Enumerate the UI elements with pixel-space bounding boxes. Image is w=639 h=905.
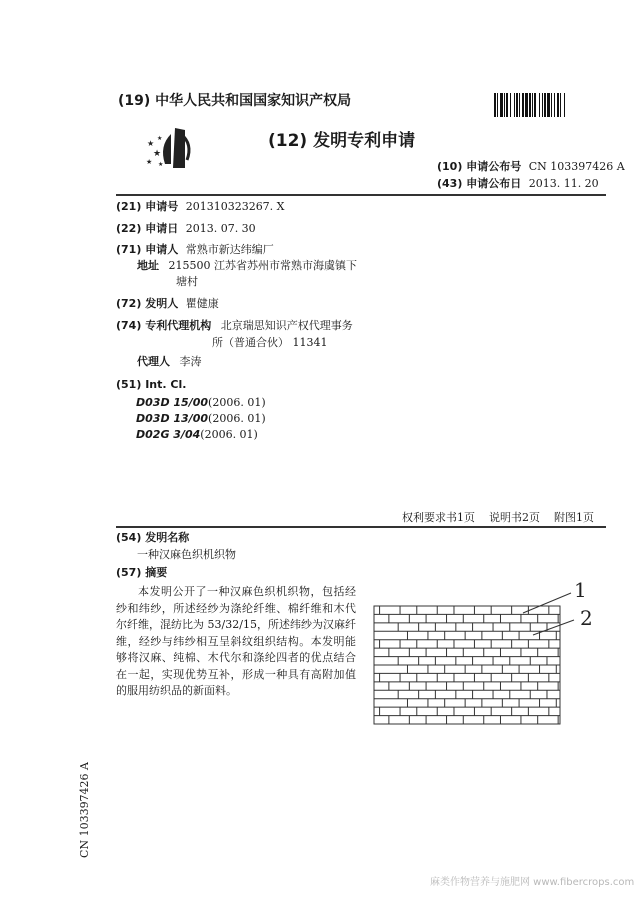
intcl-item: D03D 13/00(2006. 01) [136,412,266,425]
abstract-text: 本发明公开了一种汉麻色织机织物，包括经纱和纬纱，所述经纱为涤纶纤维、棉纤维和木代尔纤维，混纺比为 53/32/15，所述纬纱为汉麻纤维，经纱与纬纱相互呈斜纹组织结构。本发明能够将汉麻、纯棉、木代尔和涤纶四者的优点结合在一起，实现优势互补，形成一种具有高附加值的服用纺织品的新面料。 [116,585,356,697]
figure-label-2: 2 [580,606,593,630]
invention-title: 一种汉麻色织机织物 [137,548,236,561]
title-label: (54) 发明名称 [116,531,190,544]
figure-label-1: 1 [574,578,587,602]
svg-text:★: ★ [147,139,155,148]
applicant-row: (71) 申请人 常熟市新达纬编厂 [116,243,274,256]
svg-text:★: ★ [158,161,164,168]
inventor: 瞿健康 [185,297,219,310]
twill-weave-figure [368,570,600,730]
intcl-item: D02G 3/04(2006. 01) [136,428,258,441]
address-row: 地址 215500 江苏省苏州市常熟市海虞镇下 [137,259,357,272]
intcl-label: (51) Int. Cl. [116,378,187,391]
watermark: 麻类作物营养与施肥网 www.fibercrops.com [430,877,635,888]
agent-row: 代理人 李涛 [137,355,202,368]
side-publication-number: CN 103397426 A [78,762,91,858]
address-line-2: 塘村 [176,275,198,288]
applicant: 常熟市新达纬编厂 [185,243,274,256]
svg-text:★: ★ [153,149,162,159]
inventor-row: (72) 发明人 瞿健康 [116,297,219,310]
publication-date: 2013. 11. 20 [528,177,599,190]
agency-line-1: 北京瑞思知识产权代理事务 [220,319,353,332]
agency-row: (74) 专利代理机构 北京瑞思知识产权代理事务 [116,319,353,332]
abstract-label: (57) 摘要 [116,566,168,579]
barcode-icon [494,93,604,117]
svg-text:★: ★ [146,158,153,166]
application-number-row: (21) 申请号 201310323267. X [116,200,285,213]
agency-line-2: 所（普通合伙） 11341 [212,336,328,349]
filing-date: 2013. 07. 30 [185,222,256,235]
cnipa-logo-icon [145,124,199,172]
header-divider [116,194,606,196]
document-type: (12) 发明专利申请 [268,131,416,151]
publication-number: CN 103397426 A [528,160,625,173]
office-name: (19) 中华人民共和国国家知识产权局 [118,93,352,109]
page-counts: 权利要求书1页 说明书2页 附图1页 [402,511,594,524]
application-number: 201310323267. X [185,200,285,213]
agent: 李涛 [179,355,202,368]
address-line-1: 215500 江苏省苏州市常熟市海虞镇下 [168,259,357,272]
page-counts-divider [116,526,606,528]
publication-number-row: (10) 申请公布号 CN 103397426 A [437,160,625,173]
svg-text:★: ★ [157,135,163,142]
intcl-item: D03D 15/00(2006. 01) [136,396,266,409]
filing-date-row: (22) 申请日 2013. 07. 30 [116,222,256,235]
publication-date-row: (43) 申请公布日 2013. 11. 20 [437,177,599,190]
